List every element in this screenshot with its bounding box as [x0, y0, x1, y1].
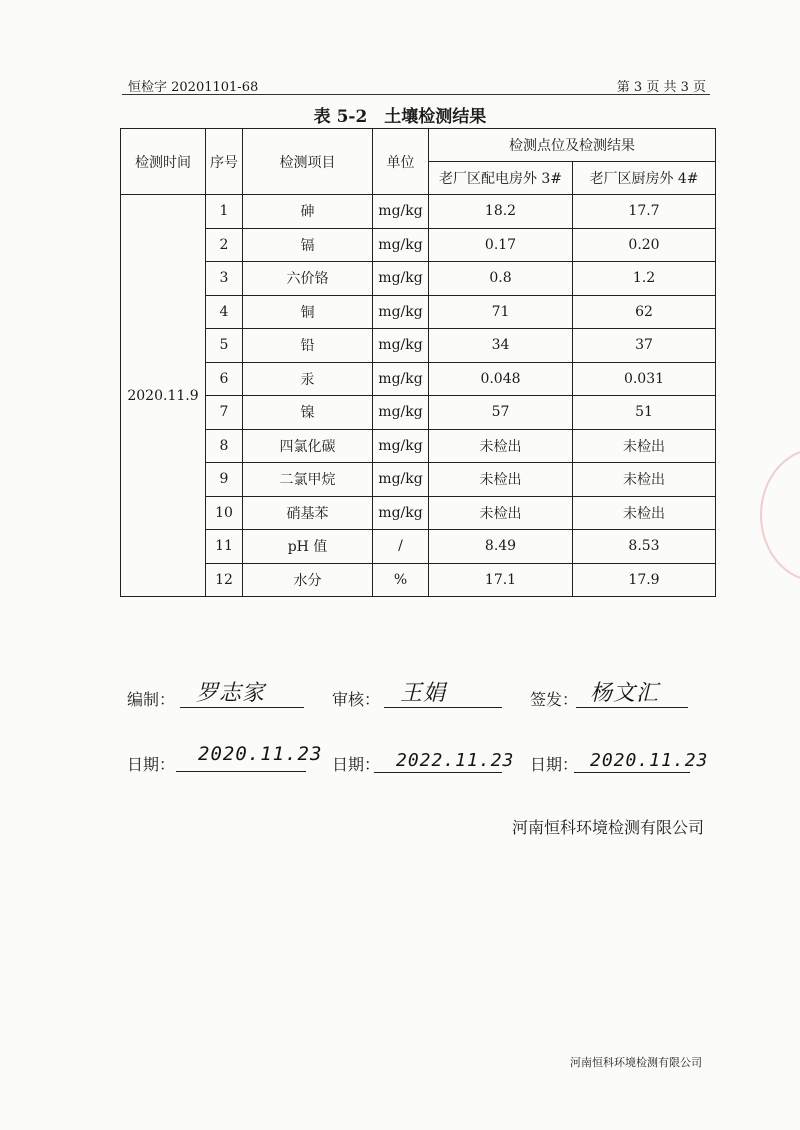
unit-cell: mg/kg	[373, 228, 429, 262]
col-header-item: 检测项目	[243, 129, 373, 195]
reviewed-signature-line	[384, 707, 502, 708]
unit-cell: mg/kg	[373, 262, 429, 296]
compiled-date-label: 日期：	[127, 755, 176, 774]
test-date-cell: 2020.11.9	[121, 195, 206, 597]
item-cell: 砷	[243, 195, 373, 229]
reviewed-label: 审核：	[332, 690, 381, 709]
table-row	[121, 262, 716, 296]
table-row	[121, 563, 716, 597]
seq-cell: 3	[206, 262, 243, 296]
issued-date-label: 日期：	[530, 755, 579, 774]
col-header-site2: 老厂区厨房外 4#	[573, 162, 716, 195]
item-cell: 水分	[243, 563, 373, 597]
item-cell: 铜	[243, 295, 373, 329]
seq-cell: 2	[206, 228, 243, 262]
site1-value-cell: 34	[429, 329, 573, 363]
seq-cell: 1	[206, 195, 243, 229]
seq-cell: 5	[206, 329, 243, 363]
seq-cell: 6	[206, 362, 243, 396]
site2-value-cell: 未检出	[573, 429, 716, 463]
site2-value-cell: 未检出	[573, 463, 716, 497]
footer-company: 河南恒科环境检测有限公司	[570, 1056, 702, 1069]
soil-results-table	[120, 128, 716, 597]
site1-value-cell: 未检出	[429, 496, 573, 530]
site2-value-cell: 17.7	[573, 195, 716, 229]
site1-value-cell: 未检出	[429, 463, 573, 497]
seq-cell: 11	[206, 530, 243, 564]
page-header	[122, 74, 710, 95]
site1-value-cell: 57	[429, 396, 573, 430]
reviewed-date-label: 日期：	[332, 755, 381, 774]
site1-value-cell: 18.2	[429, 195, 573, 229]
item-cell: 镍	[243, 396, 373, 430]
item-cell: 硝基苯	[243, 496, 373, 530]
item-cell: 镉	[243, 228, 373, 262]
col-header-unit: 单位	[373, 129, 429, 195]
table-row	[121, 496, 716, 530]
issued-date: 2020.11.23	[590, 750, 709, 771]
unit-cell: mg/kg	[373, 362, 429, 396]
unit-cell: /	[373, 530, 429, 564]
item-cell: 汞	[243, 362, 373, 396]
table-row	[121, 295, 716, 329]
compiled-date: 2020.11.23	[198, 743, 323, 765]
issued-label: 签发：	[530, 690, 579, 709]
reviewed-date-line	[374, 772, 502, 773]
table-row	[121, 463, 716, 497]
site2-value-cell: 8.53	[573, 530, 716, 564]
table-row	[121, 329, 716, 363]
seq-cell: 9	[206, 463, 243, 497]
site1-value-cell: 0.8	[429, 262, 573, 296]
col-header-seq: 序号	[206, 129, 243, 195]
unit-cell: mg/kg	[373, 496, 429, 530]
issued-signature-line	[576, 707, 688, 708]
seq-cell: 10	[206, 496, 243, 530]
site2-value-cell: 未检出	[573, 496, 716, 530]
unit-cell: %	[373, 563, 429, 597]
compiled-signature: 罗志家	[196, 681, 266, 706]
site2-value-cell: 62	[573, 295, 716, 329]
item-cell: pH 值	[243, 530, 373, 564]
unit-cell: mg/kg	[373, 463, 429, 497]
compiled-label: 编制：	[127, 690, 176, 709]
issued-date-line	[574, 772, 690, 773]
unit-cell: mg/kg	[373, 329, 429, 363]
seq-cell: 7	[206, 396, 243, 430]
site2-value-cell: 1.2	[573, 262, 716, 296]
table-body	[121, 195, 716, 597]
site2-value-cell: 51	[573, 396, 716, 430]
site1-value-cell: 未检出	[429, 429, 573, 463]
unit-cell: mg/kg	[373, 396, 429, 430]
col-header-site1: 老厂区配电房外 3#	[429, 162, 573, 195]
site2-value-cell: 0.20	[573, 228, 716, 262]
item-cell: 四氯化碳	[243, 429, 373, 463]
company-name: 河南恒科环境检测有限公司	[511, 818, 704, 837]
compiled-date-line	[176, 771, 306, 772]
item-cell: 六价铬	[243, 262, 373, 296]
site2-value-cell: 0.031	[573, 362, 716, 396]
seal-stamp	[760, 448, 800, 582]
seq-cell: 12	[206, 563, 243, 597]
reviewed-date: 2022.11.23	[396, 750, 515, 771]
seq-cell: 8	[206, 429, 243, 463]
table-row	[121, 195, 716, 229]
unit-cell: mg/kg	[373, 429, 429, 463]
site2-value-cell: 17.9	[573, 563, 716, 597]
table-row	[121, 530, 716, 564]
seq-cell: 4	[206, 295, 243, 329]
col-header-results-group: 检测点位及检测结果	[429, 129, 716, 162]
site1-value-cell: 0.17	[429, 228, 573, 262]
table-row	[121, 228, 716, 262]
table-title: 表 5-2 土壤检测结果	[313, 107, 487, 127]
table-row	[121, 396, 716, 430]
site1-value-cell: 71	[429, 295, 573, 329]
table-row	[121, 362, 716, 396]
page-info: 第 3 页 共 3 页	[616, 80, 706, 95]
table-row	[121, 429, 716, 463]
site1-value-cell: 8.49	[429, 530, 573, 564]
site2-value-cell: 37	[573, 329, 716, 363]
report-number: 恒检字 20201101-68	[128, 80, 259, 95]
compiled-signature-line	[180, 707, 304, 708]
reviewed-signature: 王娟	[400, 681, 447, 706]
site1-value-cell: 0.048	[429, 362, 573, 396]
site1-value-cell: 17.1	[429, 563, 573, 597]
item-cell: 铅	[243, 329, 373, 363]
unit-cell: mg/kg	[373, 295, 429, 329]
item-cell: 二氯甲烷	[243, 463, 373, 497]
col-header-time: 检测时间	[121, 129, 206, 195]
unit-cell: mg/kg	[373, 195, 429, 229]
issued-signature: 杨文汇	[590, 681, 660, 706]
